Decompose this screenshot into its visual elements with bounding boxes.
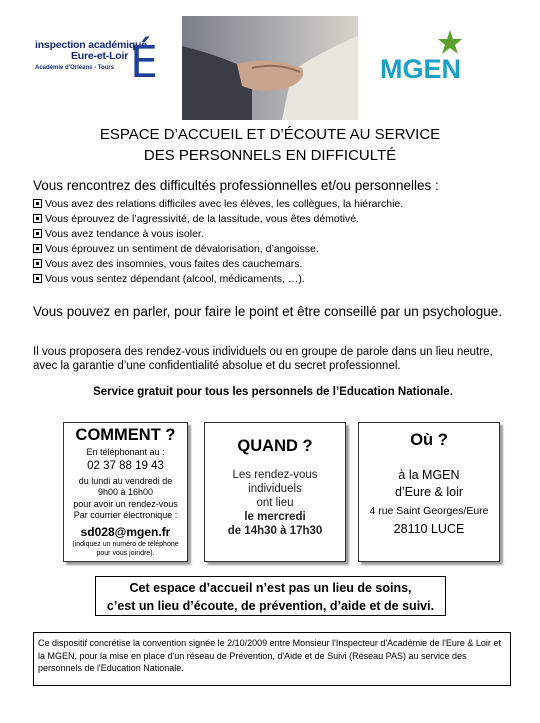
quand-line2: individuels — [248, 483, 302, 495]
checkbox-bullet-icon — [33, 199, 42, 208]
free-service-text: Service gratuit pour tous les personnels de l’Education Nationale. — [93, 386, 453, 398]
ou-city: 28110 LUCE — [393, 522, 465, 536]
hours-text: du lundi au vendredi de 9h00 à 16h00 — [78, 475, 173, 497]
phone-label: En téléphonant au : — [86, 447, 165, 457]
intro-text: Vous rencontrez des difficultés professionnelles et/ou personnelles : — [33, 178, 439, 193]
ou-place2: d’Eure & loir — [394, 485, 464, 499]
email-link[interactable]: sd028@mgen.fr — [80, 524, 171, 539]
inspection-academique-logo — [35, 37, 165, 100]
list-item: Vous éprouvez de l’agressivité, de la lassitude, vous êtes démotivé. — [33, 212, 523, 227]
ou-street: 4 rue Saint Georges/Eure — [369, 505, 489, 517]
list-item: Vous avez des insomnies, vous faites des cauchemars. — [33, 257, 523, 272]
ia-logo-line2: Eure-et-Loir — [71, 50, 129, 62]
checkbox-bullet-icon — [33, 259, 42, 268]
notice-line2: c’est un lieu d’écoute, de prévention, d’aide et de suivi. — [106, 599, 435, 613]
list-item: Vous avez tendance à vous isoler. — [33, 227, 523, 242]
quand-day: le mercredi — [244, 511, 306, 523]
footer-convention: Ce dispositif concrétise la convention signée le 2/10/2009 entre Monsieur l'Inspecteur d'Académie de l'Eure & Loir et la MGEN, pour la mise en place d'un réseau de Prévention, d'Aide et de Suivi (Réseau PAS) au service des personnels de l'Education Nationale. — [33, 632, 511, 686]
quand-line1: Les rendez-vous — [232, 469, 318, 481]
difficulty-list — [33, 197, 523, 287]
checkbox-bullet-icon — [33, 274, 42, 283]
checkbox-bullet-icon — [33, 244, 42, 253]
list-item: Vous vous sentez dépendant (alcool, médicaments, …). — [33, 272, 523, 287]
notice-box — [95, 576, 446, 616]
email-label: pour avoir un rendez-vous Par courrier électronique : — [73, 498, 178, 520]
list-item: Vous avez des relations difficiles avec les élèves, les collègues, la hiérarchie. — [33, 197, 523, 212]
ia-logo-line3: Académie d'Orléans - Tours — [35, 65, 115, 71]
notice-line1: Cet espace d’accueil n’est pas un lieu de soins, — [129, 581, 412, 595]
page-title — [50, 124, 490, 166]
quand-heading: QUAND ? — [237, 437, 313, 455]
talk-text: Vous pouvez en parler, pour faire le point et être conseillé par un psychologue. — [33, 304, 503, 319]
ia-logo-badge: É — [130, 37, 158, 88]
comment-box — [63, 422, 188, 562]
checkbox-bullet-icon — [33, 229, 42, 238]
title-line2: DES PERSONNELS EN DIFFICULTÉ — [143, 147, 397, 164]
ou-heading: Où ? — [410, 431, 448, 449]
comment-note: (indiquez un numéro de téléphone pour vous joindre). — [72, 540, 179, 557]
ia-logo-line1: inspection académique — [35, 39, 147, 51]
mgen-logo — [378, 28, 468, 98]
comment-heading: COMMENT ? — [75, 426, 176, 444]
mgen-star-icon — [438, 30, 462, 54]
ou-box — [358, 422, 500, 562]
quand-line3: ont lieu — [256, 497, 294, 509]
handshake-photo — [182, 16, 358, 120]
quand-time: de 14h30 à 17h30 — [227, 525, 323, 537]
list-item: Vous éprouvez un sentiment de dévalorisation, d’angoisse. — [33, 242, 523, 257]
proposal-text: Il vous proposera des rendez-vous individuels ou en groupe de parole dans un lieu neutre, avec la garantie d’une confidentialité absolue et du secret professionnel. — [33, 346, 493, 372]
title-line1: ESPACE D’ACCUEIL ET D’ÉCOUTE AU SERVICE — [99, 126, 441, 143]
checkbox-bullet-icon — [33, 214, 42, 223]
quand-box — [204, 422, 346, 562]
mgen-logo-word: MGEN — [380, 54, 461, 84]
phone-number[interactable]: 02 37 88 19 43 — [87, 459, 164, 472]
ou-place1: à la MGEN — [398, 468, 460, 482]
